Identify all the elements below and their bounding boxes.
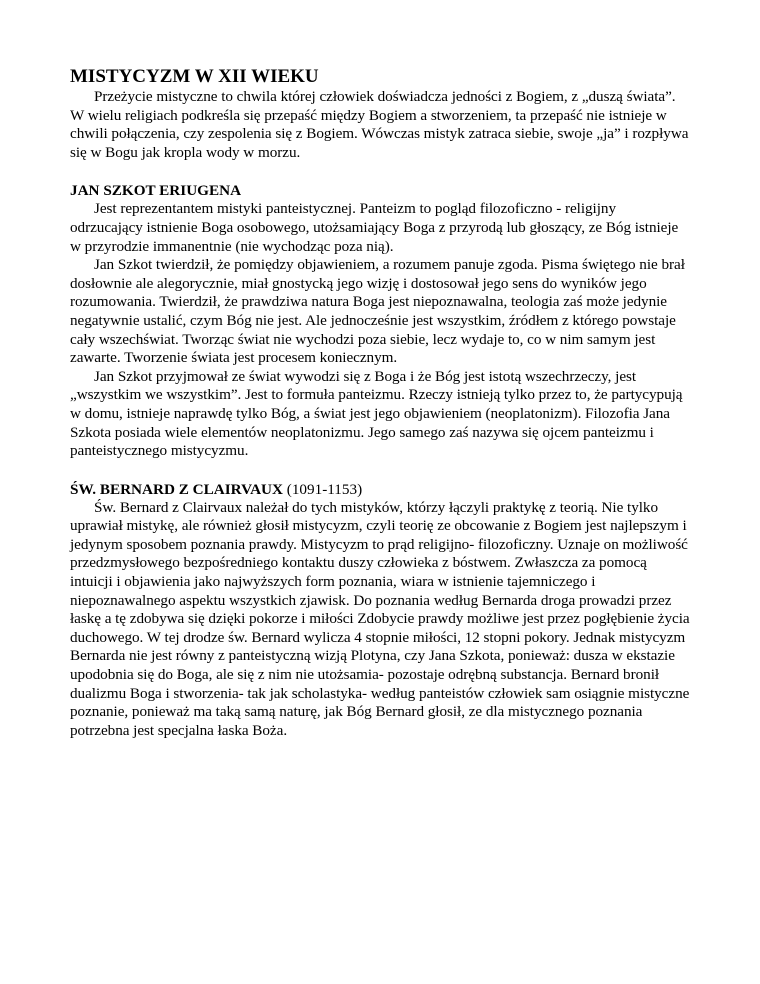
section-mistycyzm (70, 66, 690, 162)
section-spacer (70, 461, 690, 480)
section-heading-years: (1091-1153) (286, 480, 363, 498)
paragraph: Jan Szkot przyjmował ze świat wywodzi się z Boga i że Bóg jest istotą wszechrzeczy, jest „wszystkim we wszystkim”. Jest to formuła panteizmu. Rzeczy istnieją tylko przez to, że partycypują w domu, istnieje naprawdę tylko Bóg, a świat jest jego objawieniem (neoplatonizm). Filozofia Jana Szkota posiada wiele elementów neoplatonizmu. Jego samego zaś nazywa się ojcem panteizmu i panteistycznego mistycyzmu. (70, 367, 683, 460)
paragraph: Jest reprezentantem mistyki panteistycznej. Panteizm to pogląd filozoficzno - religijny odrzucający istnienie Boga osobowego, utożsamiający Boga z przyrodą lub głoszący, ze Bóg istnieje w przyrodzie immanentnie (nie wychodząc poza nią). (70, 200, 679, 255)
section-heading-title: ŚW. BERNARD Z CLAIRVAUX (70, 480, 283, 498)
section-heading (70, 480, 690, 499)
paragraph: Jan Szkot twierdził, że pomiędzy objawieniem, a rozumem panuje zgoda. Pisma świętego nie brał dosłownie ale alegorycznie, miał gnostycką jego wizję i dostosował jego sens do wyników jego rozumowania. Twierdził, że prawdziwa natura Boga jest niepoznawalna, teologia zaś może jedynie negatywnie ustalić, czym Bóg nie jest. Ale jednocześnie jest wszystkim, źródłem z którego powstaje cały wszechświat. Tworząc świat nie wychodzi poza siebie, lecz wydaje to, co w nim samym jest zawarte. Tworzenie świata jest procesem koniecznym. (70, 256, 685, 367)
section-spacer (70, 162, 690, 181)
section-heading: JAN SZKOT ERIUGENA (70, 182, 242, 200)
paragraph: Św. Bernard z Clairvaux należał do tych mistyków, którzy łączyli praktykę z teorią. Nie tylko uprawiał mistykę, ale również głosił mistycyzm, czyli teorię ze obcowanie z Bogiem jest najlepszym i jedynym sposobem poznania prawdy. Mistycyzm to prąd religijno- filozoficzny. Uznaje on możliwość przedzmysłowego bezpośredniego kontaktu duszy człowieka z bóstwem. Zwłaszcza za pomocą intuicji i objawienia jako najwyższych form poznania, wiara w istnienie tajemniczego i niepoznawalnego aspektu wszystkich zjawisk. Do poznania według Bernarda droga prowadzi przez łaskę a tę zdobywa się dzięki pokorze i miłości Zdobycie prawdy możliwe jest przez pogłębienie życia duchowego. W tej drodze św. Bernard wylicza 4 stopnie miłości, 12 stopni pokory. Jednak mistycyzm Bernarda nie jest równy z panteistyczną wizją Plotyna, czy Jana Szkota, ponieważ: dusza w ekstazie upodobnia się do Boga, ale się z nim nie utożsamia- pozostaje odrębną substancja. Bernard bronił dualizmu Boga i stworzenia- tak jak scholastyka- według panteistów człowiek sam osiągnie mistyczne poznanie, ponieważ ma taką samą naturę, jak Bóg Bernard głosił, ze dla mistycznego poznania potrzebna jest specjalna łaska Boża. (70, 498, 690, 739)
paragraph: Przeżycie mistyczne to chwila której człowiek doświadcza jedności z Bogiem, z „duszą świata”. W wielu religiach podkreśla się przepaść między Bogiem a stworzeniem, ta przepaść nie istnieje w chwili połączenia, czy zespolenia się z Bogiem. Wówczas mistyk zatraca siebie, swoje „ja” i rozpływa się w Bogu jak kropla wody w morzu. (70, 88, 689, 161)
document-body (70, 66, 690, 740)
main-heading: MISTYCYZM W XII WIEKU (70, 66, 319, 87)
section-bernard (70, 480, 690, 741)
section-jan-szkot (70, 181, 690, 460)
